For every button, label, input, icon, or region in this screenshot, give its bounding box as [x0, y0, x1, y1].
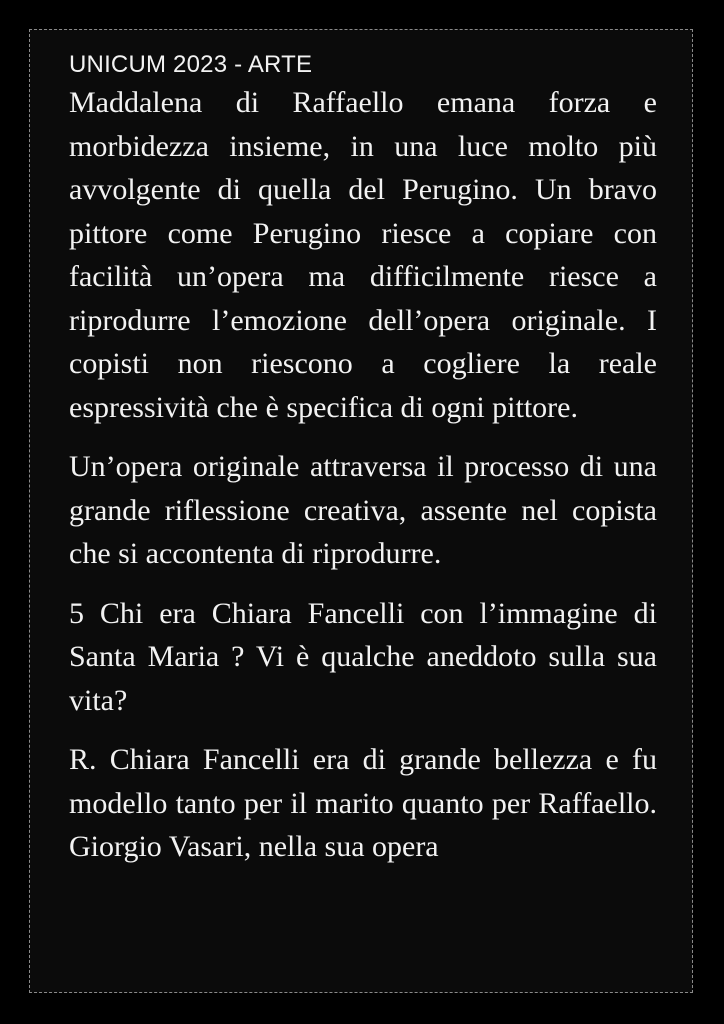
page-content: [69, 50, 657, 885]
paragraph-opera-originale: Un’opera originale attraversa il processo di una grande riflessione creativa, assente nel copista che si accontenta di riprodurre.: [69, 450, 657, 570]
paragraph-answer-5: R. Chiara Fancelli era di grande bellezza e fu modello tanto per il marito quanto per Raffaello. Giorgio Vasari, nella sua opera: [69, 743, 657, 863]
document-header: UNICUM 2023 - ARTE: [69, 51, 313, 78]
paragraph-maddalena: Maddalena di Raffaello emana forza e morbidezza insieme, in una luce molto più avvolgente di quella del Perugino. Un bravo pittore come Perugino riesce a copiare con facilità un’opera ma difficilmente riesce a riprodurre l’emozione dell’opera originale. I copisti non riescono a cogliere la reale espressività che è specifica di ogni pittore.: [69, 86, 657, 424]
paragraph-question-5: 5 Chi era Chiara Fancelli con l’immagine di Santa Maria ? Vi è qualche aneddoto sulla sua vita?: [69, 596, 657, 717]
